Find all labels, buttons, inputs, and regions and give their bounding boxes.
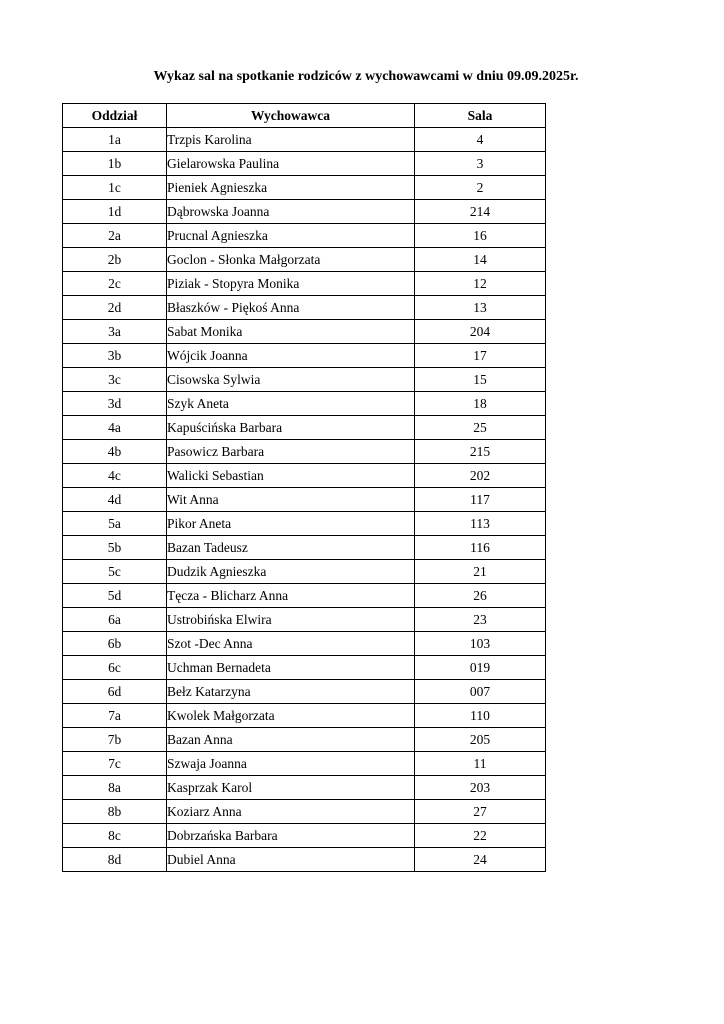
cell-class: 1b bbox=[63, 152, 167, 176]
cell-class: 3b bbox=[63, 344, 167, 368]
cell-class: 6a bbox=[63, 608, 167, 632]
cell-class: 2a bbox=[63, 224, 167, 248]
cell-teacher: Bazan Anna bbox=[167, 728, 415, 752]
rooms-table bbox=[62, 103, 546, 872]
cell-teacher: Wójcik Joanna bbox=[167, 344, 415, 368]
cell-teacher: Walicki Sebastian bbox=[167, 464, 415, 488]
cell-class: 6d bbox=[63, 680, 167, 704]
cell-teacher: Szyk Aneta bbox=[167, 392, 415, 416]
cell-room: 26 bbox=[415, 584, 546, 608]
cell-class: 5c bbox=[63, 560, 167, 584]
cell-teacher: Szot -Dec Anna bbox=[167, 632, 415, 656]
cell-class: 1c bbox=[63, 176, 167, 200]
cell-class: 3a bbox=[63, 320, 167, 344]
cell-room: 214 bbox=[415, 200, 546, 224]
cell-teacher: Pikor Aneta bbox=[167, 512, 415, 536]
table-row bbox=[63, 488, 546, 512]
cell-class: 6b bbox=[63, 632, 167, 656]
cell-class: 7c bbox=[63, 752, 167, 776]
table-row bbox=[63, 560, 546, 584]
table-row bbox=[63, 656, 546, 680]
cell-teacher: Piziak - Stopyra Monika bbox=[167, 272, 415, 296]
cell-room: 12 bbox=[415, 272, 546, 296]
cell-class: 2d bbox=[63, 296, 167, 320]
table-row bbox=[63, 272, 546, 296]
cell-teacher: Ustrobińska Elwira bbox=[167, 608, 415, 632]
table-row bbox=[63, 296, 546, 320]
table-row bbox=[63, 704, 546, 728]
cell-class: 2b bbox=[63, 248, 167, 272]
cell-room: 204 bbox=[415, 320, 546, 344]
cell-class: 3d bbox=[63, 392, 167, 416]
cell-room: 019 bbox=[415, 656, 546, 680]
cell-teacher: Dudzik Agnieszka bbox=[167, 560, 415, 584]
cell-room: 215 bbox=[415, 440, 546, 464]
cell-teacher: Bazan Tadeusz bbox=[167, 536, 415, 560]
cell-room: 25 bbox=[415, 416, 546, 440]
cell-teacher: Dobrzańska Barbara bbox=[167, 824, 415, 848]
table-row bbox=[63, 344, 546, 368]
cell-teacher: Kasprzak Karol bbox=[167, 776, 415, 800]
cell-class: 1d bbox=[63, 200, 167, 224]
cell-class: 3c bbox=[63, 368, 167, 392]
cell-teacher: Koziarz Anna bbox=[167, 800, 415, 824]
cell-teacher: Uchman Bernadeta bbox=[167, 656, 415, 680]
document-title: Wykaz sal na spotkanie rodziców z wychowawcami w dniu 09.09.2025r. bbox=[153, 69, 579, 84]
table-row bbox=[63, 152, 546, 176]
cell-class: 5d bbox=[63, 584, 167, 608]
cell-teacher: Dąbrowska Joanna bbox=[167, 200, 415, 224]
cell-teacher: Wit Anna bbox=[167, 488, 415, 512]
cell-teacher: Sabat Monika bbox=[167, 320, 415, 344]
cell-room: 3 bbox=[415, 152, 546, 176]
cell-teacher: Cisowska Sylwia bbox=[167, 368, 415, 392]
cell-teacher: Gielarowska Paulina bbox=[167, 152, 415, 176]
cell-room: 202 bbox=[415, 464, 546, 488]
table-row bbox=[63, 584, 546, 608]
cell-class: 5a bbox=[63, 512, 167, 536]
cell-class: 8b bbox=[63, 800, 167, 824]
table-row bbox=[63, 680, 546, 704]
cell-room: 15 bbox=[415, 368, 546, 392]
cell-class: 5b bbox=[63, 536, 167, 560]
cell-room: 110 bbox=[415, 704, 546, 728]
cell-teacher: Tęcza - Blicharz Anna bbox=[167, 584, 415, 608]
cell-room: 103 bbox=[415, 632, 546, 656]
table-row bbox=[63, 632, 546, 656]
cell-class: 8c bbox=[63, 824, 167, 848]
cell-class: 8d bbox=[63, 848, 167, 872]
cell-room: 18 bbox=[415, 392, 546, 416]
cell-room: 203 bbox=[415, 776, 546, 800]
cell-class: 4b bbox=[63, 440, 167, 464]
table-row bbox=[63, 512, 546, 536]
table-row bbox=[63, 176, 546, 200]
table-row bbox=[63, 416, 546, 440]
cell-class: 7a bbox=[63, 704, 167, 728]
cell-teacher: Goclon - Słonka Małgorzata bbox=[167, 248, 415, 272]
table-row bbox=[63, 536, 546, 560]
cell-room: 17 bbox=[415, 344, 546, 368]
table-row bbox=[63, 128, 546, 152]
table-row bbox=[63, 464, 546, 488]
table-row bbox=[63, 320, 546, 344]
cell-room: 205 bbox=[415, 728, 546, 752]
table-body bbox=[63, 128, 546, 872]
cell-room: 23 bbox=[415, 608, 546, 632]
cell-class: 6c bbox=[63, 656, 167, 680]
table-row bbox=[63, 608, 546, 632]
cell-class: 8a bbox=[63, 776, 167, 800]
cell-class: 1a bbox=[63, 128, 167, 152]
cell-room: 21 bbox=[415, 560, 546, 584]
cell-room: 113 bbox=[415, 512, 546, 536]
table-row bbox=[63, 824, 546, 848]
cell-class: 4d bbox=[63, 488, 167, 512]
table-row bbox=[63, 848, 546, 872]
table-row bbox=[63, 392, 546, 416]
column-header-class: Oddział bbox=[63, 104, 167, 128]
cell-class: 4a bbox=[63, 416, 167, 440]
table-row bbox=[63, 200, 546, 224]
cell-room: 16 bbox=[415, 224, 546, 248]
cell-class: 4c bbox=[63, 464, 167, 488]
cell-teacher: Trzpis Karolina bbox=[167, 128, 415, 152]
cell-teacher: Bełz Katarzyna bbox=[167, 680, 415, 704]
table-row bbox=[63, 776, 546, 800]
cell-teacher: Pasowicz Barbara bbox=[167, 440, 415, 464]
table-row bbox=[63, 728, 546, 752]
column-header-room: Sala bbox=[415, 104, 546, 128]
cell-teacher: Szwaja Joanna bbox=[167, 752, 415, 776]
cell-room: 117 bbox=[415, 488, 546, 512]
cell-teacher: Dubiel Anna bbox=[167, 848, 415, 872]
table-row bbox=[63, 224, 546, 248]
table-row bbox=[63, 368, 546, 392]
table-row bbox=[63, 752, 546, 776]
cell-room: 24 bbox=[415, 848, 546, 872]
table-row bbox=[63, 248, 546, 272]
column-header-teacher: Wychowawca bbox=[167, 104, 415, 128]
cell-room: 11 bbox=[415, 752, 546, 776]
cell-room: 22 bbox=[415, 824, 546, 848]
cell-room: 13 bbox=[415, 296, 546, 320]
cell-teacher: Błaszków - Piękoś Anna bbox=[167, 296, 415, 320]
cell-room: 007 bbox=[415, 680, 546, 704]
table-row bbox=[63, 800, 546, 824]
table-row bbox=[63, 440, 546, 464]
cell-room: 27 bbox=[415, 800, 546, 824]
cell-room: 14 bbox=[415, 248, 546, 272]
cell-teacher: Prucnal Agnieszka bbox=[167, 224, 415, 248]
cell-teacher: Kapuścińska Barbara bbox=[167, 416, 415, 440]
cell-class: 7b bbox=[63, 728, 167, 752]
cell-class: 2c bbox=[63, 272, 167, 296]
cell-room: 4 bbox=[415, 128, 546, 152]
cell-room: 116 bbox=[415, 536, 546, 560]
cell-teacher: Kwolek Małgorzata bbox=[167, 704, 415, 728]
cell-room: 2 bbox=[415, 176, 546, 200]
table-header-row bbox=[63, 104, 546, 128]
cell-teacher: Pieniek Agnieszka bbox=[167, 176, 415, 200]
